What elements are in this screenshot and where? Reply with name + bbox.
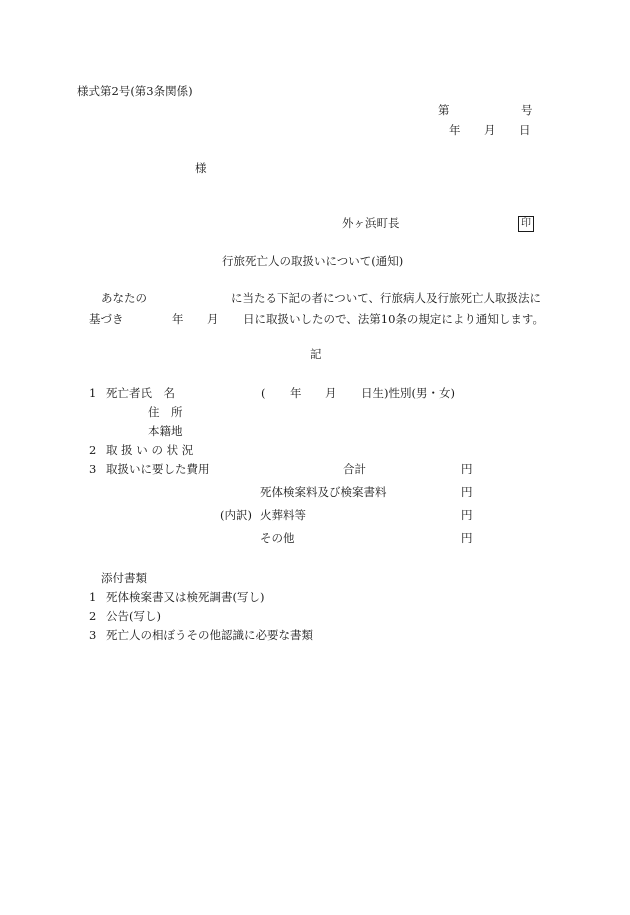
number-dai: 第 [438,103,450,117]
body-line2-start: 基づき [89,312,124,326]
addressee-sama: 様 [195,161,207,175]
item1-honseki: 本籍地 [148,424,183,438]
body-line2-rest: 日に取扱いしたので、法第10条の規定により通知します。 [243,312,544,326]
document-title: 行旅死亡人の取扱いについて(通知) [222,254,404,268]
item1-birth-day-gender: 日生)性別(男・女) [361,386,455,400]
item1-number: 1 [89,386,97,400]
ki-heading: 記 [310,347,322,361]
attachment1-number: 1 [89,590,97,604]
date-year: 年 [449,123,461,137]
attachment2-number: 2 [89,609,97,623]
attachment3-number: 3 [89,628,97,642]
attachment1: 死体検案書又は検死調書(写し) [106,590,265,604]
body-line1-start: あなたの [101,291,147,305]
body-line1-rest: に当たる下記の者について、行旅病人及行旅死亡人取扱法に [231,291,542,305]
date-day: 日 [519,123,531,137]
sender: 外ヶ浜町長 [342,216,400,230]
total-yen: 円 [461,462,473,476]
attachment3: 死亡人の相ぼうその他認識に必要な書類 [106,628,313,642]
attachments-heading: 添付書類 [101,571,147,585]
fee1-yen: 円 [461,485,473,499]
total-label: 合計 [343,462,366,476]
body-line2-year: 年 [172,312,184,326]
item2-number: 2 [89,443,97,457]
item1-label: 死亡者氏 名 [106,386,175,400]
item1-birth-year: 年 [290,386,302,400]
fee3-label: その他 [260,531,295,545]
item3-number: 3 [89,462,97,476]
fee3-yen: 円 [461,531,473,545]
number-go: 号 [521,103,533,117]
fee2-label: 火葬料等 [260,508,306,522]
date-month: 月 [484,123,496,137]
body-line2-month: 月 [207,312,219,326]
item1-paren-open: ( [261,386,266,400]
item2-label: 取 扱 い の 状 況 [106,443,194,457]
fee1-label: 死体検案料及び検案書料 [260,485,387,499]
fee2-yen: 円 [461,508,473,522]
item1-birth-month: 月 [325,386,337,400]
item1-address: 住 所 [148,405,183,419]
attachment2: 公告(写し) [106,609,161,623]
seal-stamp: 印 [518,216,534,232]
breakdown-label: (内訳) [220,508,252,522]
form-label: 様式第2号(第3条関係) [77,84,193,98]
item3-label: 取扱いに要した費用 [106,462,210,476]
